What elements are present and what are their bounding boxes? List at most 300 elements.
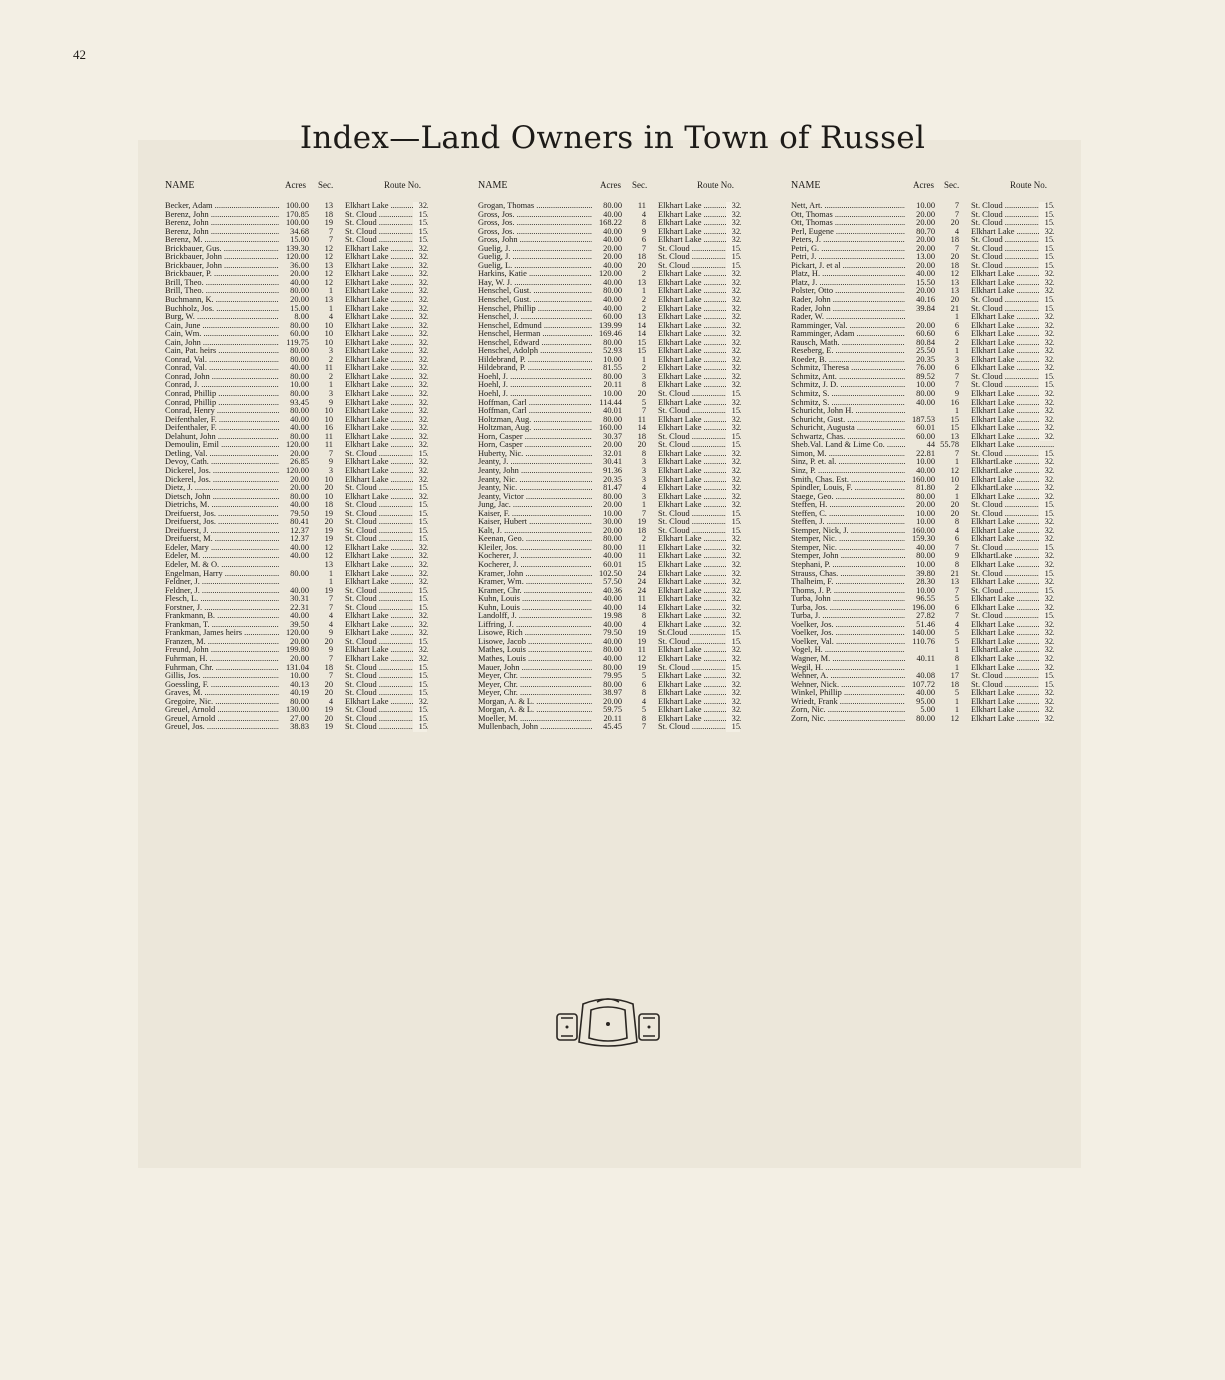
section-value: 11 <box>637 542 646 552</box>
index-row <box>791 510 1081 519</box>
acres-value: 40.00 <box>916 397 935 407</box>
route-name: Elkhart Lake ..... <box>345 416 428 425</box>
owner-name: Edeler, M. & O. ..... <box>165 561 279 570</box>
index-row <box>478 501 768 510</box>
acres-value: 20.00 <box>290 269 309 279</box>
section-value: 5 <box>954 636 959 646</box>
acres-value: 170.85 <box>285 209 309 219</box>
owner-name: Guelig, L. ..... <box>478 262 592 271</box>
owner-name: Dietz, J. ..... <box>165 484 279 493</box>
section-value: 20 <box>324 517 333 527</box>
owner-name: Edeler, Mary ..... <box>165 544 279 553</box>
section-value: 5 <box>954 594 959 604</box>
section-value: 2 <box>641 295 646 305</box>
owner-name: Thoms, J. P. ..... <box>791 587 905 596</box>
acres-value: 80.00 <box>603 542 622 552</box>
index-row <box>478 399 768 408</box>
route-number: 32 <box>413 458 427 467</box>
acres-value: 159.30 <box>911 534 935 544</box>
section-value: 2 <box>641 269 646 279</box>
section-value: 6 <box>954 329 959 339</box>
route-name: St. Cloud ..... <box>345 715 428 724</box>
route-number: 32 <box>1039 467 1053 476</box>
route-number: 15 <box>413 450 427 459</box>
section-value: 8 <box>641 688 646 698</box>
route-name: Elkhart Lake ..... <box>971 638 1054 647</box>
section-value: 13 <box>950 577 959 587</box>
owner-name: Thalheim, F. ..... <box>791 578 905 587</box>
section-value: 20 <box>950 508 959 518</box>
route-number: 15 <box>1039 373 1053 382</box>
section-value: 19 <box>637 628 646 638</box>
route-number: 15 <box>726 245 740 254</box>
acres-value: 10.00 <box>916 508 935 518</box>
acres-value: 95.00 <box>916 696 935 706</box>
column-header <box>478 176 768 202</box>
acres-value: 80.00 <box>603 645 622 655</box>
index-row <box>478 664 768 673</box>
index-row <box>791 356 1081 365</box>
index-column-2 <box>478 176 768 732</box>
header-sec: Sec. <box>318 180 334 190</box>
section-value: 7 <box>954 209 959 219</box>
index-row <box>165 698 455 707</box>
route-name: Elkhart Lake ..... <box>345 552 428 561</box>
route-name: Elkhart Lake ..... <box>658 364 741 373</box>
acres-value: 20.00 <box>290 474 309 484</box>
route-number: 32 <box>413 441 427 450</box>
acres-value: 80.00 <box>603 201 622 210</box>
acres-value: 20.00 <box>290 653 309 663</box>
index-row <box>165 262 455 271</box>
route-number: 32 <box>726 228 740 237</box>
owner-name: Forstner, J. ..... <box>165 604 279 613</box>
section-value: 19 <box>637 636 646 646</box>
route-number: 32 <box>726 646 740 655</box>
route-name: St. Cloud ..... <box>345 723 428 732</box>
route-name: Elkhart Lake ..... <box>345 381 428 390</box>
section-value: 1 <box>954 696 959 706</box>
owner-name: Horn, Casper ..... <box>478 441 592 450</box>
route-number: 32 <box>413 698 427 707</box>
route-name: St. Cloud ..... <box>658 253 741 262</box>
section-value: 5 <box>641 397 646 407</box>
section-value: 3 <box>641 491 646 501</box>
index-row <box>791 655 1081 664</box>
acres-value: 40.00 <box>603 551 622 561</box>
section-value: 19 <box>637 662 646 672</box>
route-number: 32 <box>413 399 427 408</box>
owner-name: Conrad, J. ..... <box>165 381 279 390</box>
owner-name: Flesch, L. ..... <box>165 595 279 604</box>
owner-name: Nett, Art. ..... <box>791 202 905 211</box>
owner-name: Kocherer, J. ..... <box>478 552 592 561</box>
owner-name: Schmitz, Theresa ..... <box>791 364 905 373</box>
index-row <box>478 253 768 262</box>
route-number: 32 <box>1039 364 1053 373</box>
index-row <box>478 723 768 732</box>
owner-name: Franzen, M. ..... <box>165 638 279 647</box>
section-value: 12 <box>950 713 959 723</box>
route-name: Elkhart Lake ..... <box>971 441 1054 450</box>
owner-name: Gregoire, Nic. ..... <box>165 698 279 707</box>
section-value: 19 <box>324 585 333 595</box>
route-number: 32 <box>1039 715 1053 724</box>
route-name: Elkhart Lake ..... <box>971 518 1054 527</box>
index-row <box>478 347 768 356</box>
owner-name: Conrad, Henry ..... <box>165 407 279 416</box>
section-value: 1 <box>641 500 646 510</box>
owner-name: Greuel, Arnold ..... <box>165 706 279 715</box>
index-row <box>165 544 455 553</box>
route-name: Elkhart Lake ..... <box>345 629 428 638</box>
section-value: 2 <box>641 363 646 373</box>
route-number: 32 <box>1039 629 1053 638</box>
owner-name: Henschel, Gust. ..... <box>478 287 592 296</box>
acres-value: 20.00 <box>603 243 622 253</box>
route-name: Elkhart Lake ..... <box>658 561 741 570</box>
owner-name: Gillis, Jos. ..... <box>165 672 279 681</box>
acres-value: 60.01 <box>603 559 622 569</box>
index-row <box>165 305 455 314</box>
route-number: 32 <box>413 467 427 476</box>
section-value: 20 <box>324 679 333 689</box>
section-value: 20 <box>950 252 959 262</box>
index-row <box>791 279 1081 288</box>
route-number: 32 <box>726 595 740 604</box>
owner-name: Rader, John ..... <box>791 296 905 305</box>
section-value: 20 <box>950 218 959 228</box>
section-value: 20 <box>637 389 646 399</box>
index-row <box>791 587 1081 596</box>
index-row <box>478 211 768 220</box>
owner-name: Frankman, T. ..... <box>165 621 279 630</box>
route-number: 32 <box>1039 518 1053 527</box>
route-name: Elkhart Lake ..... <box>658 552 741 561</box>
section-value: 1 <box>328 380 333 390</box>
index-row <box>165 595 455 604</box>
section-value: 18 <box>324 209 333 219</box>
acres-value: 40.00 <box>290 551 309 561</box>
route-number: 32 <box>726 467 740 476</box>
route-number: 15 <box>726 441 740 450</box>
route-number: 32 <box>1039 322 1053 331</box>
route-name: Elkhart Lake ..... <box>971 621 1054 630</box>
route-name: Elkhart Lake ..... <box>658 698 741 707</box>
route-number: 15 <box>1039 450 1053 459</box>
route-number: 32 <box>413 424 427 433</box>
owner-name: Polster, Otto ..... <box>791 287 905 296</box>
route-number: 15 <box>1039 381 1053 390</box>
route-number: 32 <box>1039 228 1053 237</box>
route-name: Elkhart Lake ..... <box>345 330 428 339</box>
section-value: 19 <box>324 705 333 715</box>
section-value: 3 <box>641 457 646 467</box>
acres-value: 60.01 <box>916 423 935 433</box>
route-name: Elkhart Lake ..... <box>658 570 741 579</box>
section-value: 3 <box>954 354 959 364</box>
acres-value: 40.00 <box>603 295 622 305</box>
acres-value: 107.72 <box>911 679 935 689</box>
route-number: 32 <box>726 202 740 211</box>
section-value: 13 <box>324 260 333 270</box>
index-row <box>478 570 768 579</box>
header-acres: Acres <box>913 180 934 190</box>
route-name: Elkhart Lake ..... <box>345 339 428 348</box>
section-value: 15 <box>950 414 959 424</box>
route-name: Elkhart Lake ..... <box>658 681 741 690</box>
route-name: ElkhartLake ..... <box>971 484 1054 493</box>
acres-value: 160.00 <box>911 525 935 535</box>
route-number: 32 <box>726 219 740 228</box>
section-value: 6 <box>954 602 959 612</box>
route-name: St. Cloud ..... <box>345 510 428 519</box>
owner-name: Freund, John ..... <box>165 646 279 655</box>
route-number: 15 <box>726 390 740 399</box>
section-value: 7 <box>954 542 959 552</box>
route-name: Elkhart Lake ..... <box>658 484 741 493</box>
index-row <box>478 655 768 664</box>
section-value: 21 <box>950 568 959 578</box>
owner-name: Meyer, Chr. ..... <box>478 689 592 698</box>
index-row <box>165 381 455 390</box>
section-value: 4 <box>641 209 646 219</box>
owner-name: Schwartz, Chas. ..... <box>791 433 905 442</box>
route-name: Elkhart Lake ..... <box>971 655 1054 664</box>
route-name: Elkhart Lake ..... <box>345 399 428 408</box>
owner-name: Engelman, Harry ..... <box>165 570 279 579</box>
acres-value: 60.00 <box>916 431 935 441</box>
index-row <box>791 458 1081 467</box>
section-value: 7 <box>954 585 959 595</box>
section-value: 18 <box>324 662 333 672</box>
section-value: 7 <box>954 611 959 621</box>
index-row <box>165 638 455 647</box>
acres-value: 40.36 <box>603 585 622 595</box>
acres-value: 80.00 <box>290 431 309 441</box>
acres-value: 10.00 <box>916 585 935 595</box>
route-name: Elkhart Lake ..... <box>345 698 428 707</box>
owner-name: Hoehl, J. ..... <box>478 373 592 382</box>
owner-name: Meyer, Chr. ..... <box>478 672 592 681</box>
acres-value: 40.11 <box>916 653 935 663</box>
index-row <box>791 399 1081 408</box>
acres-value: 10.00 <box>916 517 935 527</box>
acres-value: 199.80 <box>285 645 309 655</box>
acres-value: 40.00 <box>603 653 622 663</box>
route-name: St. Cloud ..... <box>345 535 428 544</box>
owner-name: Jung, Jac. ..... <box>478 501 592 510</box>
section-value: 20 <box>324 636 333 646</box>
owner-name: Hildebrand, P. ..... <box>478 364 592 373</box>
index-row <box>478 715 768 724</box>
route-name: St. Cloud ..... <box>971 681 1054 690</box>
section-value: 1 <box>954 491 959 501</box>
route-number: 32 <box>726 450 740 459</box>
route-name: Elkhart Lake ..... <box>971 604 1054 613</box>
acres-value: 15.00 <box>290 303 309 313</box>
index-row <box>478 681 768 690</box>
route-name: St. Cloud ..... <box>658 510 741 519</box>
acres-value: 20.00 <box>290 636 309 646</box>
route-name: St. Cloud ..... <box>658 518 741 527</box>
route-name: Elkhart Lake ..... <box>658 416 741 425</box>
route-number: 15 <box>726 407 740 416</box>
owner-name: Detling, Val. ..... <box>165 450 279 459</box>
owner-name: Vogel, H. ..... <box>791 646 905 655</box>
route-name: St. Cloud ..... <box>971 253 1054 262</box>
route-number: 15 <box>413 587 427 596</box>
route-number: 32 <box>413 544 427 553</box>
acres-value: 40.00 <box>290 500 309 510</box>
owner-name: Schuricht, John H. ..... <box>791 407 905 416</box>
section-value: 9 <box>328 457 333 467</box>
owner-name: Hoehl, J. ..... <box>478 381 592 390</box>
index-row <box>791 270 1081 279</box>
route-number: 15 <box>413 501 427 510</box>
acres-value: 80.00 <box>290 389 309 399</box>
index-row <box>478 578 768 587</box>
route-number: 32 <box>726 296 740 305</box>
section-value: 2 <box>641 303 646 313</box>
owner-name: Kaiser, F. ..... <box>478 510 592 519</box>
route-name: St. Cloud ..... <box>658 638 741 647</box>
index-row <box>478 698 768 707</box>
index-row <box>791 424 1081 433</box>
route-name: Elkhart Lake ..... <box>658 356 741 365</box>
owner-name: Kramer, Wm. ..... <box>478 578 592 587</box>
index-row <box>791 501 1081 510</box>
route-number: 32 <box>1039 689 1053 698</box>
route-number: 32 <box>726 399 740 408</box>
route-name: St. Cloud ..... <box>658 433 741 442</box>
owner-name: Buchmann, K. ..... <box>165 296 279 305</box>
route-name: St. Cloud ..... <box>971 373 1054 382</box>
owner-name: Ott, Thomas ..... <box>791 219 905 228</box>
route-number: 15 <box>726 664 740 673</box>
route-name: Elkhart Lake ..... <box>971 416 1054 425</box>
index-row <box>165 347 455 356</box>
route-name: St. Cloud ..... <box>971 236 1054 245</box>
acres-value: 40.00 <box>603 636 622 646</box>
owner-name: Jeanty, Victor ..... <box>478 493 592 502</box>
route-name: St. Cloud ..... <box>971 450 1054 459</box>
owner-name: Feldner, J. ..... <box>165 587 279 596</box>
route-number: 32 <box>413 612 427 621</box>
acres-value: 80.00 <box>290 696 309 706</box>
route-number: 32 <box>726 424 740 433</box>
section-value: 11 <box>324 363 333 373</box>
owner-name: Burg, W. ..... <box>165 313 279 322</box>
section-value: 2 <box>328 354 333 364</box>
route-number: 32 <box>1039 484 1053 493</box>
index-row <box>165 279 455 288</box>
section-value: 11 <box>637 551 646 561</box>
route-name: Elkhart Lake ..... <box>345 612 428 621</box>
route-name: Elkhart Lake ..... <box>658 305 741 314</box>
acres-value: 80.00 <box>290 354 309 364</box>
acres-value: 34.68 <box>290 226 309 236</box>
section-value: 1 <box>641 354 646 364</box>
route-name: St. Cloud ..... <box>345 236 428 245</box>
acres-value: 40.00 <box>603 209 622 219</box>
section-value: 7 <box>641 722 646 732</box>
index-row <box>165 476 455 485</box>
route-name: St. Cloud ..... <box>658 664 741 673</box>
acres-value: 20.35 <box>916 354 935 364</box>
index-row <box>791 287 1081 296</box>
section-value: 9 <box>954 389 959 399</box>
owner-name: Platz, J. ..... <box>791 279 905 288</box>
route-name: Elkhart Lake ..... <box>345 262 428 271</box>
owner-name: Conrad, Val. ..... <box>165 364 279 373</box>
route-number: 15 <box>413 638 427 647</box>
route-name: St.Cloud ..... <box>658 629 741 638</box>
route-name: Elkhart Lake ..... <box>345 407 428 416</box>
acres-value: 27.00 <box>290 713 309 723</box>
owner-name: Turba, J. ..... <box>791 612 905 621</box>
index-row <box>478 467 768 476</box>
route-number: 32 <box>413 407 427 416</box>
owner-name: Stemper, John ..... <box>791 552 905 561</box>
section-value: 7 <box>328 448 333 458</box>
owner-name: Gross, Jos. ..... <box>478 228 592 237</box>
section-value: 5 <box>954 628 959 638</box>
header-name: NAME <box>791 180 821 191</box>
index-row <box>165 715 455 724</box>
owner-name: Kuhn, Louis ..... <box>478 604 592 613</box>
route-name: St. Cloud ..... <box>345 450 428 459</box>
route-number: 32 <box>413 253 427 262</box>
section-value: 4 <box>954 619 959 629</box>
route-number: 32 <box>1039 646 1053 655</box>
route-number: 32 <box>726 305 740 314</box>
route-name: St. Cloud ..... <box>345 638 428 647</box>
acres-value: 89.52 <box>916 371 935 381</box>
header-sec: Sec. <box>944 180 960 190</box>
index-row <box>791 253 1081 262</box>
index-row <box>165 202 455 211</box>
owner-name: Guelig, J. ..... <box>478 245 592 254</box>
section-value: 12 <box>950 465 959 475</box>
owner-name: Demoulin, Emil ..... <box>165 441 279 450</box>
index-row <box>165 527 455 536</box>
index-row <box>165 313 455 322</box>
route-number: 32 <box>413 433 427 442</box>
owner-name: Dietsch, John ..... <box>165 493 279 502</box>
owner-name: Perl, Eugene ..... <box>791 228 905 237</box>
acres-value: 131.04 <box>285 662 309 672</box>
section-value: 5 <box>641 671 646 681</box>
index-row <box>478 450 768 459</box>
index-row <box>791 313 1081 322</box>
route-number: 32 <box>726 672 740 681</box>
section-value: 2 <box>954 483 959 493</box>
index-row <box>165 612 455 621</box>
index-row <box>791 390 1081 399</box>
route-number: 15 <box>1039 544 1053 553</box>
route-name: Elkhart Lake ..... <box>971 689 1054 698</box>
route-number: 15 <box>413 219 427 228</box>
owner-name: Henschel, Gust. ..... <box>478 296 592 305</box>
index-row <box>165 416 455 425</box>
route-name: Elkhart Lake ..... <box>658 450 741 459</box>
decorative-ornament-icon <box>553 996 663 1050</box>
acres-value: 40.00 <box>290 363 309 373</box>
owner-name: Voelker, Jos. ..... <box>791 629 905 638</box>
route-number: 32 <box>726 211 740 220</box>
section-value: 3 <box>328 346 333 356</box>
